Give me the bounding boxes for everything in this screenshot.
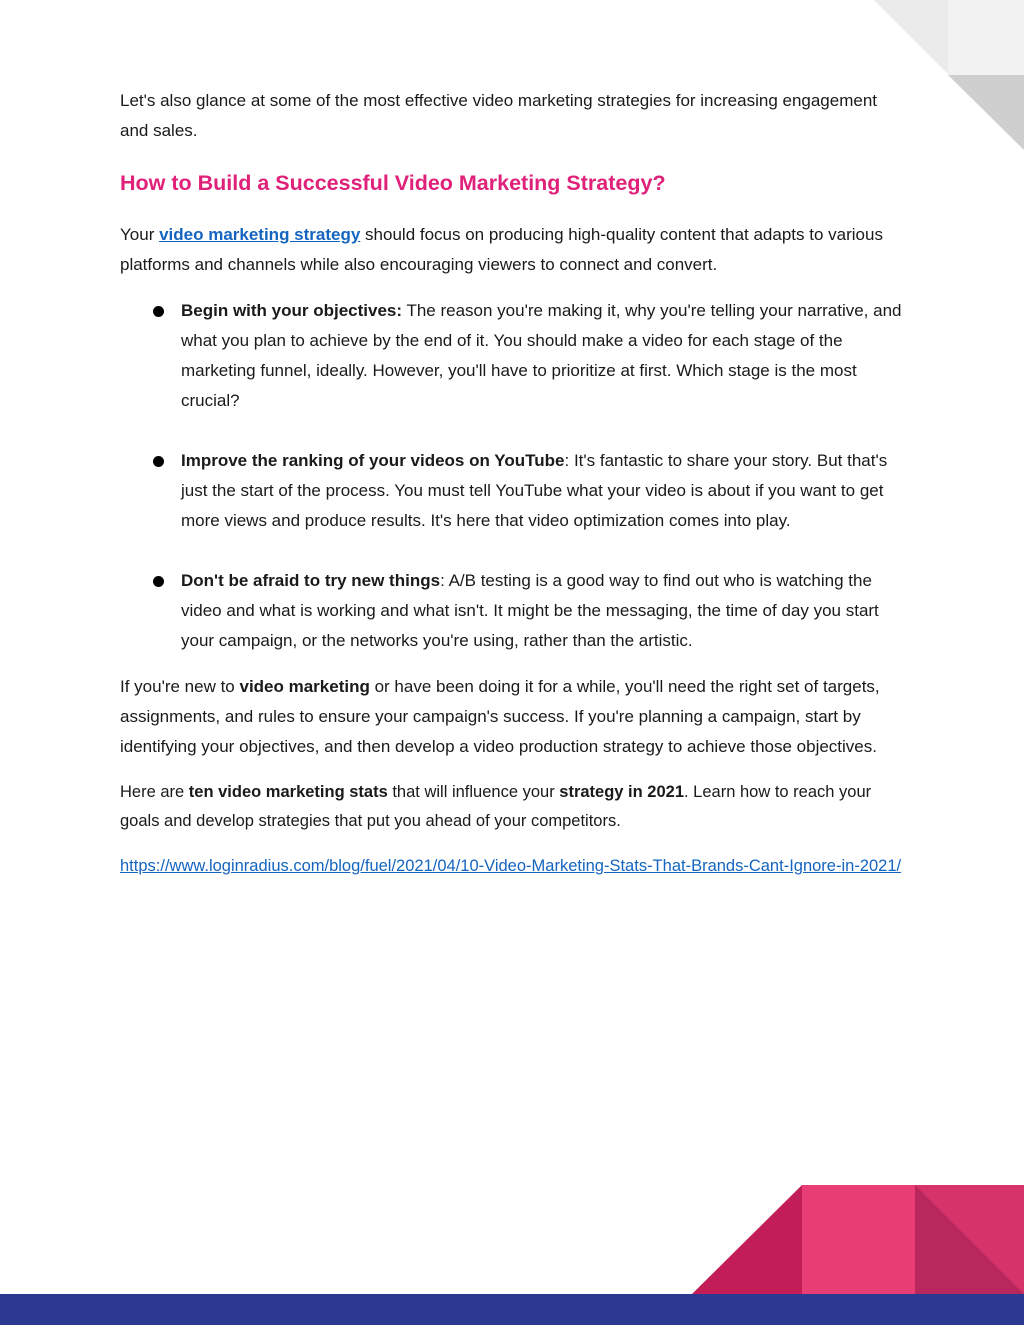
stats-paragraph (120, 778, 910, 836)
bullet-bold-label: Begin with your objectives: (181, 301, 403, 320)
strategy-text-before: Your (120, 225, 160, 244)
intro-paragraph: Let's also glance at some of the most effective video marketing strategies for increasing engagement and sales. (120, 91, 878, 140)
pink-square (802, 1185, 915, 1294)
bullet-icon (153, 456, 164, 467)
corner-pale-square (948, 0, 1024, 75)
campaign-paragraph (120, 672, 910, 762)
bullet-text: The reason you're making it, why you're telling your narrative, and what you plan to achieve by the end of it. You should make a video for each stage of the marketing funnel, ideally. However, you'll have to prioritize at first. Which stage is the most crucial? (181, 301, 902, 410)
bullet-text: : A/B testing is a good way to find out who is watching the video and what is working and what isn't. It might be the messaging, the time of day you start your campaign, or the networks you're using, rather than the artistic. (181, 571, 879, 650)
campaign-bold-text: video marketing (239, 677, 370, 696)
dark-pink-triangle (692, 1185, 802, 1294)
bullet-icon (153, 306, 164, 317)
campaign-text-before: If you're new to (120, 677, 240, 696)
bottom-corner-decoration (0, 1180, 1024, 1325)
document-body (120, 86, 910, 880)
stats-text-after: . Learn how to reach your goals and develop strategies that put you ahead of your competitors. (120, 783, 872, 830)
stats-bold-text-2: strategy in 2021 (559, 783, 685, 801)
list-item (120, 446, 910, 536)
stats-text-middle: that will influence your (387, 783, 560, 801)
video-marketing-strategy-link[interactable]: video marketing strategy (159, 225, 361, 244)
list-item (120, 296, 910, 416)
strategy-bullet-list (120, 296, 910, 656)
bullet-bold-label: Improve the ranking of your videos on YouTube (181, 451, 565, 470)
section-heading: How to Build a Successful Video Marketing Strategy? (120, 171, 666, 195)
bullet-bold-label: Don't be afraid to try new things (181, 571, 441, 590)
stats-bold-text-1: ten video marketing stats (188, 783, 388, 801)
bullet-icon (153, 576, 164, 587)
list-item (120, 566, 910, 656)
strategy-text-after: should focus on producing high-quality content that adapts to various platforms and channels while also encouraging viewers to connect and convert. (120, 225, 883, 274)
corner-mid-triangle (948, 75, 1024, 150)
campaign-text-after: or have been doing it for a while, you'll need the right set of targets, assignments, and rules to ensure your campaign's success. If you're planning a campaign, start by identifying your objectives, and then develop a video production strategy to achieve those objectives. (120, 677, 880, 756)
stats-text-before: Here are (120, 783, 189, 801)
footer-bar (0, 1294, 1024, 1325)
blog-url-link[interactable]: https://www.loginradius.com/blog/fuel/2021/04/10-Video-Marketing-Stats-That-Brands-Cant-Ignore-in-2021/ (120, 857, 902, 875)
strategy-paragraph (120, 220, 910, 280)
bullet-text: : It's fantastic to share your story. But that's just the start of the process. You must tell YouTube what your video is about if you want to get more views and produce results. It's here that video optimization comes into play. (181, 451, 888, 530)
